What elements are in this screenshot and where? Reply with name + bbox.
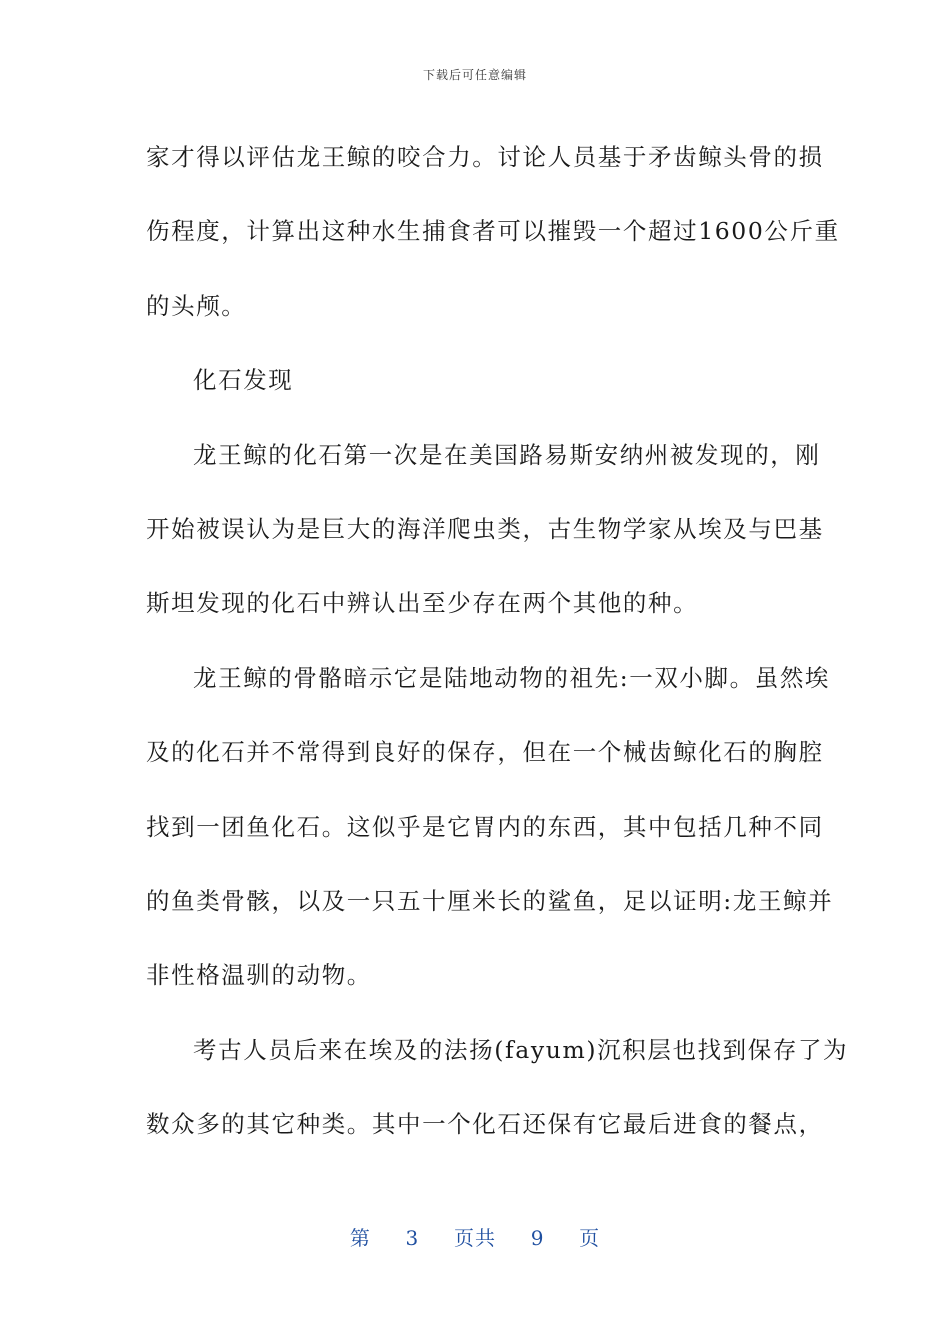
text-line: 龙王鲸的化石第一次是在美国路易斯安纳州被发现的，刚 xyxy=(193,440,821,469)
footer-di: 第 xyxy=(349,1226,371,1250)
footer-page-number: 3 xyxy=(405,1226,420,1250)
text-line: 伤程度，计算出这种水生捕食者可以摧毁一个超过1600公斤重 xyxy=(146,217,840,246)
footer-total-pages: 9 xyxy=(530,1226,545,1250)
text-line: 考古人员后来在埃及的法扬(fayum)沉积层也找到保存了为 xyxy=(193,1035,849,1064)
text-line: 家才得以评估龙王鲸的咬合力。讨论人员基于矛齿鲸头骨的损 xyxy=(146,143,824,171)
text-line: 非性格温驯的动物。 xyxy=(146,961,372,990)
text-line: 开始被误认为是巨大的海洋爬虫类，古生物学家从埃及与巴基 xyxy=(146,515,824,544)
header-note: 下载后可任意编辑 xyxy=(422,68,527,82)
paragraph-2 xyxy=(146,418,824,641)
section-heading xyxy=(146,343,806,417)
paragraph-3 xyxy=(146,641,834,1013)
text-line: 龙王鲸的骨骼暗示它是陆地动物的祖先:一双小脚。虽然埃 xyxy=(193,663,831,692)
paragraph-1 xyxy=(146,120,840,343)
text-line: 的鱼类骨骸，以及一只五十厘米长的鲨鱼，足以证明:龙王鲸并 xyxy=(146,887,834,916)
text-line: 数众多的其它种类。其中一个化石还保有它最后进食的餐点， xyxy=(146,1110,824,1139)
heading-text: 化石发现 xyxy=(193,366,294,395)
text-line: 找到一团鱼化石。这似乎是它胃内的东西，其中包括几种不同 xyxy=(146,812,824,841)
text-line: 的头颅。 xyxy=(146,291,247,320)
text-line: 及的化石并不常得到良好的保存，但在一个械齿鲸化石的胸腔 xyxy=(146,738,824,767)
paragraph-4 xyxy=(146,1013,849,1162)
body-text xyxy=(146,120,849,1162)
footer-ye: 页 xyxy=(579,1226,601,1250)
text-line: 斯坦发现的化石中辨认出至少存在两个其他的种。 xyxy=(146,589,699,618)
footer-ye-gong: 页共 xyxy=(454,1226,496,1250)
page-footer xyxy=(0,1222,950,1251)
